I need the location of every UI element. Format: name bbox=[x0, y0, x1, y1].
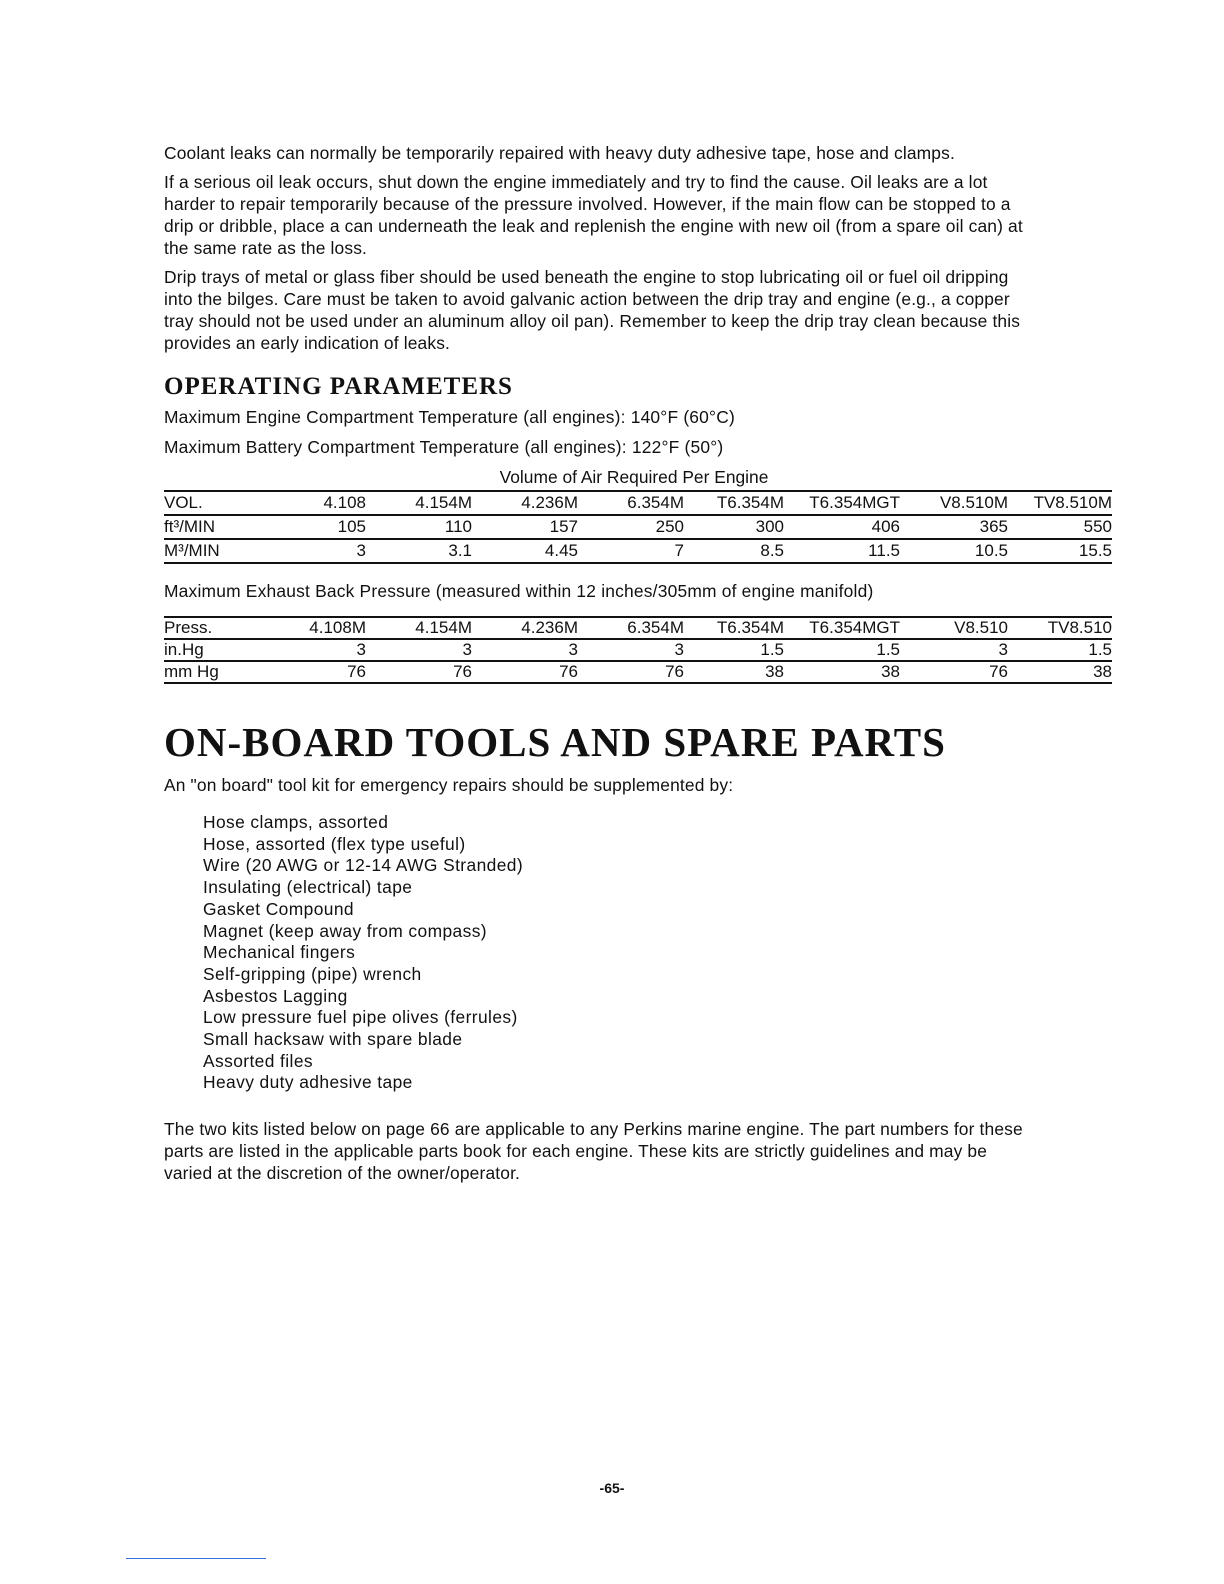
table-cell: V8.510 bbox=[900, 617, 1008, 639]
table-cell: 1.5 bbox=[684, 639, 784, 661]
table-cell: 1.5 bbox=[784, 639, 900, 661]
table-cell: V8.510M bbox=[900, 491, 1008, 515]
table-cell: 250 bbox=[578, 515, 684, 539]
table-cell: 157 bbox=[472, 515, 578, 539]
table-row bbox=[164, 539, 1112, 563]
table-header-row bbox=[164, 617, 1112, 639]
table-cell: 10.5 bbox=[900, 539, 1008, 563]
list-item: Asbestos Lagging bbox=[203, 985, 348, 1006]
table-cell: 4.236M bbox=[472, 491, 578, 515]
table-cell: TV8.510 bbox=[1008, 617, 1112, 639]
table-cell: 3 bbox=[900, 639, 1008, 661]
list-item: Hose, assorted (flex type useful) bbox=[203, 833, 466, 854]
tools-list bbox=[203, 812, 1024, 1094]
drip-tray-paragraph: Drip trays of metal or glass fiber should be used beneath the engine to stop lubricating oil or fuel oil dripping into the bilges. Care must be taken to avoid galvanic action between the drip tray and engine (e.g., a copper tray should not be used under an aluminum alloy oil pan). Remember to keep the drip tray clean because this provides an early indication of leaks. bbox=[164, 267, 1021, 353]
table-cell: 4.108M bbox=[284, 617, 366, 639]
list-item: Insulating (electrical) tape bbox=[203, 877, 413, 898]
list-item: Low pressure fuel pipe olives (ferrules) bbox=[203, 1007, 518, 1028]
table-row bbox=[164, 515, 1112, 539]
table-cell: 300 bbox=[684, 515, 784, 539]
table-cell: 365 bbox=[900, 515, 1008, 539]
coolant-leak-paragraph: Coolant leaks can normally be temporarily repaired with heavy duty adhesive tape, hose and clamps. bbox=[164, 143, 955, 163]
table-cell: 1.5 bbox=[1008, 639, 1112, 661]
tools-intro: An "on board" tool kit for emergency repairs should be supplemented by: bbox=[164, 775, 734, 795]
table-cell: 76 bbox=[472, 661, 578, 683]
table-cell: 76 bbox=[900, 661, 1008, 683]
table-header-row bbox=[164, 491, 1112, 515]
table-cell: ft³/MIN bbox=[164, 515, 284, 539]
air-volume-table bbox=[164, 490, 1112, 564]
kits-paragraph: The two kits listed below on page 66 are applicable to any Perkins marine engine. The part numbers for these parts are listed in the applicable parts book for each engine. These kits are strictly guidelines and may be varied at the discretion of the owner/operator. bbox=[164, 1119, 1023, 1184]
table-cell: 8.5 bbox=[684, 539, 784, 563]
table-cell: 11.5 bbox=[784, 539, 900, 563]
table-cell: 38 bbox=[784, 661, 900, 683]
table-cell: 4.154M bbox=[366, 617, 472, 639]
table-cell: 4.236M bbox=[472, 617, 578, 639]
table-cell: 76 bbox=[284, 661, 366, 683]
page-content bbox=[164, 142, 1112, 1191]
table-cell: T6.354MGT bbox=[784, 491, 900, 515]
table-cell: 550 bbox=[1008, 515, 1112, 539]
table-cell: 76 bbox=[366, 661, 472, 683]
table-row bbox=[164, 639, 1112, 661]
list-item: Wire (20 AWG or 12-14 AWG Stranded) bbox=[203, 855, 524, 876]
table-cell: 105 bbox=[284, 515, 366, 539]
list-item: Small hacksaw with spare blade bbox=[203, 1029, 463, 1050]
list-item: Assorted files bbox=[203, 1050, 313, 1071]
list-item: Hose clamps, assorted bbox=[203, 812, 389, 832]
operating-parameters-heading: OPERATING PARAMETERS bbox=[164, 373, 513, 400]
table-cell: 38 bbox=[684, 661, 784, 683]
table-cell: T6.354M bbox=[684, 617, 784, 639]
table-cell: 3 bbox=[284, 539, 366, 563]
table-cell: 4.108 bbox=[284, 491, 366, 515]
footer-divider bbox=[126, 1558, 266, 1559]
table-cell: 110 bbox=[366, 515, 472, 539]
table-cell: 3.1 bbox=[366, 539, 472, 563]
table-cell: 76 bbox=[578, 661, 684, 683]
table-cell: Press. bbox=[164, 617, 284, 639]
table-cell: VOL. bbox=[164, 491, 284, 515]
table-cell: 4.45 bbox=[472, 539, 578, 563]
table-cell: 4.154M bbox=[366, 491, 472, 515]
table-cell: 6.354M bbox=[578, 617, 684, 639]
table-cell: 38 bbox=[1008, 661, 1112, 683]
tools-heading: ON-BOARD TOOLS AND SPARE PARTS bbox=[164, 719, 946, 765]
table-cell: 3 bbox=[472, 639, 578, 661]
table-cell: 3 bbox=[366, 639, 472, 661]
list-item: Mechanical fingers bbox=[203, 942, 356, 963]
oil-leak-paragraph: If a serious oil leak occurs, shut down the engine immediately and try to find the cause. Oil leaks are a lot harder to repair temporarily because of the pressure involved. However, if the main flow can be stopped to a drip or dribble, place a can underneath the leak and replenish the engine with new oil (from a spare oil can) at the same rate as the loss. bbox=[164, 172, 1023, 258]
table-cell: 15.5 bbox=[1008, 539, 1112, 563]
table-cell: 3 bbox=[284, 639, 366, 661]
pressure-table-caption: Maximum Exhaust Back Pressure (measured within 12 inches/305mm of engine manifold) bbox=[164, 581, 874, 601]
table-cell: in.Hg bbox=[164, 639, 284, 661]
table-cell: TV8.510M bbox=[1008, 491, 1112, 515]
table-cell: 3 bbox=[578, 639, 684, 661]
table-cell: 6.354M bbox=[578, 491, 684, 515]
air-table-caption: Volume of Air Required Per Engine bbox=[499, 467, 769, 487]
exhaust-pressure-table bbox=[164, 616, 1112, 684]
table-cell: T6.354M bbox=[684, 491, 784, 515]
table-cell: T6.354MGT bbox=[784, 617, 900, 639]
table-cell: 406 bbox=[784, 515, 900, 539]
list-item: Gasket Compound bbox=[203, 898, 355, 919]
page-number: -65- bbox=[599, 1480, 625, 1496]
battery-temp-spec: Maximum Battery Compartment Temperature (all engines): 122°F (50°) bbox=[164, 437, 724, 457]
table-cell: 7 bbox=[578, 539, 684, 563]
table-cell: mm Hg bbox=[164, 661, 284, 683]
table-row bbox=[164, 661, 1112, 683]
list-item: Heavy duty adhesive tape bbox=[203, 1072, 413, 1093]
table-cell: M³/MIN bbox=[164, 539, 284, 563]
engine-temp-spec: Maximum Engine Compartment Temperature (all engines): 140°F (60°C) bbox=[164, 407, 735, 427]
list-item: Self-gripping (pipe) wrench bbox=[203, 963, 422, 984]
list-item: Magnet (keep away from compass) bbox=[203, 920, 487, 941]
